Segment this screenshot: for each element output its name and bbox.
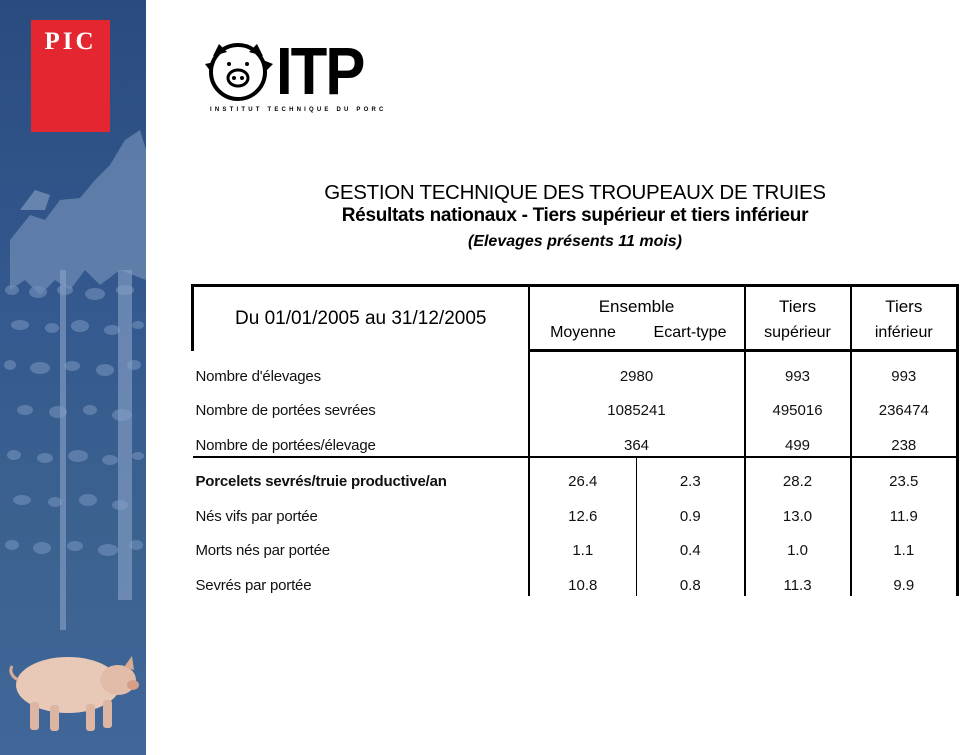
ecart-type-cell: 0.4: [637, 527, 745, 562]
table-row: [193, 457, 958, 493]
sub-title: Résultats nationaux - Tiers supérieur et tiers inférieur: [341, 205, 809, 226]
tiers-sup-cell: 495016: [745, 387, 851, 422]
ensemble-cell: 364: [529, 421, 745, 457]
table-row: [193, 421, 958, 457]
row-label: Nombre de portées/élevage: [195, 436, 376, 454]
ensemble-cell: 1085241: [529, 387, 745, 422]
row-label: Nombre d'élevages: [195, 367, 321, 385]
itp-logo: [205, 33, 405, 118]
tiers-sup-cell: 499: [745, 421, 851, 457]
tiers-sup-cell: 11.3: [745, 561, 851, 596]
row-label: Morts nés par portée: [195, 542, 330, 559]
tiers-inf-header-line1: Tiers: [851, 286, 958, 318]
results-table: [191, 284, 959, 596]
ecart-type-cell: 0.8: [637, 561, 745, 596]
ensemble-cell: 2980: [529, 351, 745, 387]
main-title: GESTION TECHNIQUE DES TROUPEAUX DE TRUIES: [324, 181, 826, 204]
tiers-inf-cell: 1.1: [851, 527, 958, 562]
pig-illustration: [6, 640, 142, 740]
moyenne-cell: 12.6: [529, 492, 637, 527]
pig-head-icon: [205, 40, 275, 104]
tiers-sup-cell: 13.0: [745, 492, 851, 527]
moyenne-cell: 10.8: [529, 561, 637, 596]
table-row: [193, 387, 958, 422]
row-label: Nés vifs par portée: [195, 507, 318, 525]
moyenne-header: Moyenne: [529, 317, 637, 351]
tiers-inf-cell: 11.9: [851, 492, 958, 527]
pic-logo: PIC: [31, 20, 110, 132]
tiers-inf-cell: 993: [851, 351, 958, 387]
ensemble-header: Ensemble: [529, 286, 745, 318]
table-row: [193, 351, 958, 387]
tiers-sup-cell: 28.2: [745, 457, 851, 493]
itp-wordmark: ITP: [276, 33, 364, 109]
moyenne-cell: 26.4: [529, 457, 637, 493]
row-label: Nombre de portées sevrées: [195, 402, 376, 419]
tiers-inf-header-line2: inférieur: [851, 317, 958, 351]
ecart-type-cell: 0.9: [637, 492, 745, 527]
title-note: (Elevages présents 11 mois): [467, 233, 683, 250]
results-table-wrapper: [191, 284, 958, 594]
tiers-inf-cell: 23.5: [851, 457, 958, 493]
table-row: [193, 527, 958, 562]
tiers-sup-header-line2: supérieur: [745, 317, 851, 351]
dot-pattern-graphic: [0, 270, 146, 670]
ecart-type-header: Ecart-type: [637, 317, 745, 351]
moyenne-cell: 1.1: [529, 527, 637, 562]
tiers-sup-header-line1: Tiers: [745, 286, 851, 318]
tiers-inf-cell: 9.9: [851, 561, 958, 596]
row-label: Porcelets sevrés/truie productive/an: [193, 457, 529, 493]
tiers-inf-cell: 236474: [851, 387, 958, 422]
period-header: Du 01/01/2005 au 31/12/2005: [193, 286, 529, 351]
tiers-inf-cell: 238: [851, 421, 958, 457]
itp-subtitle: INSTITUT TECHNIQUE DU PORC: [210, 107, 387, 113]
table-row: [193, 561, 958, 596]
table-row: [193, 492, 958, 527]
decorative-sidebar: [0, 0, 146, 755]
row-label: Sevrés par portée: [195, 576, 312, 594]
ecart-type-cell: 2.3: [637, 457, 745, 493]
tiers-sup-cell: 993: [745, 351, 851, 387]
tiers-sup-cell: 1.0: [745, 527, 851, 562]
